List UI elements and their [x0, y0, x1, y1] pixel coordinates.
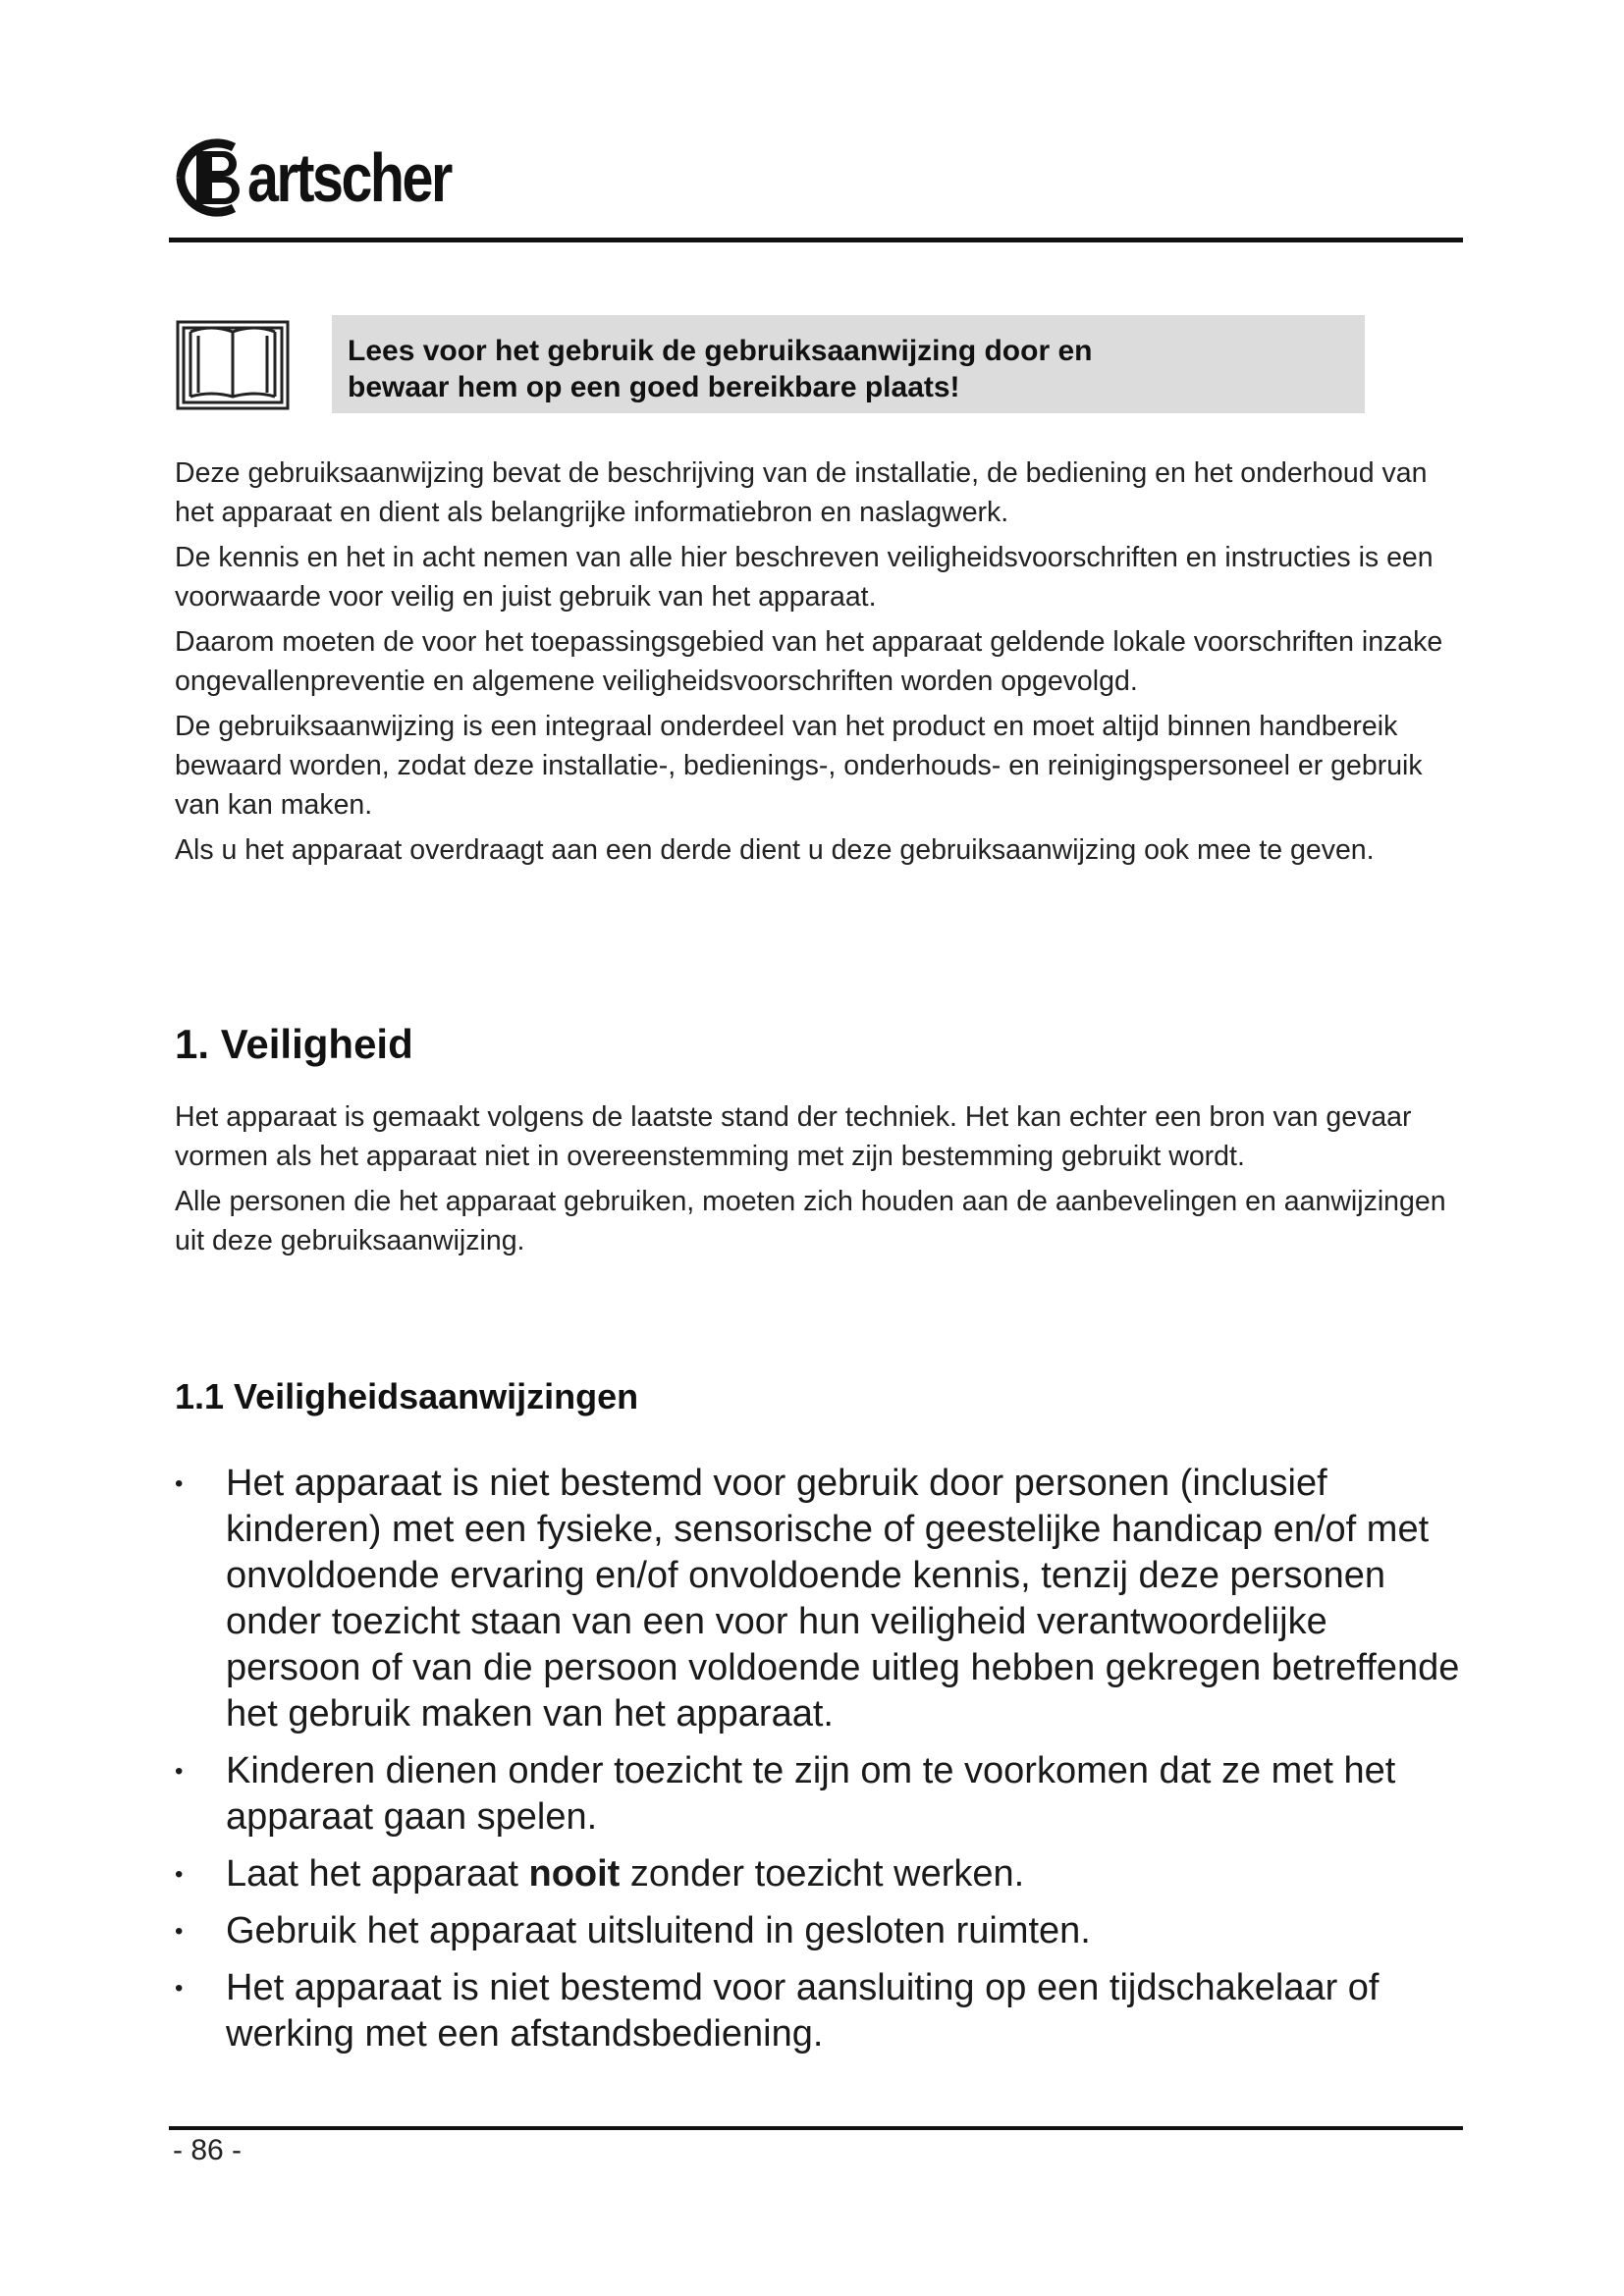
- section-1-body: [175, 1097, 1471, 1266]
- bartscher-b-logo-icon: [175, 135, 245, 220]
- bullet-item: [175, 1461, 1471, 1737]
- bullet-text: Gebruik het apparaat uitsluitend in gesloten ruimten.: [226, 1910, 1091, 1951]
- safety-bullet-list: [175, 1461, 1471, 2068]
- bullet-item: [175, 1851, 1471, 1897]
- bullet-text: Kinderen dienen onder toezicht te zijn om te voorkomen dat ze met het apparaat gaan spelen.: [226, 1750, 1396, 1838]
- logo-wordmark: artscher: [247, 139, 451, 216]
- intro-paragraph: Deze gebruiksaanwijzing bevat de beschrijving van de installatie, de bediening en het onderhoud van het apparaat en dient als belangrijke informatiebron en naslagwerk.: [175, 457, 1428, 528]
- section-heading: 1. Veiligheid: [175, 1021, 413, 1067]
- bullet-symbol: •: [175, 1918, 184, 1945]
- open-book-icon: [175, 314, 291, 412]
- notice-line-1: Lees voor het gebruik de gebruiksaanwijzing door en: [348, 335, 1093, 367]
- section-paragraph: Het apparaat is gemaakt volgens de laatste stand der techniek. Het kan echter een bron van gevaar vormen als het apparaat niet in overeenstemming met zijn bestemming gebruikt wordt.: [175, 1101, 1412, 1172]
- intro-paragraph: Als u het apparaat overdraagt aan een derde dient u deze gebruiksaanwijzing ook mee te geven.: [175, 834, 1375, 866]
- intro-paragraph: De gebruiksaanwijzing is een integraal onderdeel van het product en moet altijd binnen handbereik bewaard worden, zodat deze installatie-, bedienings-, onderhouds- en reinigingspersoneel er gebruik van kan maken.: [175, 711, 1423, 821]
- intro-paragraph: De kennis en het in acht nemen van alle hier beschreven veiligheidsvoorschriften en instructies is een voorwaarde voor veilig en juist gebruik van het apparaat.: [175, 542, 1434, 613]
- bullet-item: [175, 1748, 1471, 1841]
- intro-paragraph: Daarom moeten de voor het toepassingsgebied van het apparaat geldende lokale voorschriften inzake ongevallenpreventie en algemene veiligheidsvoorschriften worden opgevolgd.: [175, 626, 1443, 697]
- bullet-symbol: •: [175, 1861, 184, 1888]
- intro-section: [175, 454, 1471, 876]
- section-paragraph: Alle personen die het apparaat gebruiken, moeten zich houden aan de aanbevelingen en aanwijzingen uit deze gebruiksaanwijzing.: [175, 1186, 1446, 1256]
- bullet-text-before: Laat het apparaat: [226, 1853, 529, 1895]
- bullet-text-after: zonder toezicht werken.: [620, 1853, 1025, 1895]
- notice-box: [332, 315, 1365, 413]
- page-number: - 86 -: [173, 2134, 243, 2166]
- bullet-symbol: •: [175, 1975, 184, 2002]
- bullet-item: [175, 1908, 1471, 1954]
- bullet-text: Het apparaat is niet bestemd voor aansluiting op een tijdschakelaar of werking met een afstandsbediening.: [226, 1967, 1380, 2055]
- footer-divider: [169, 2126, 1463, 2130]
- header-divider: [169, 238, 1463, 242]
- bullet-text-emphasis: nooit: [528, 1853, 621, 1895]
- subsection-heading: 1.1 Veiligheidsaanwijzingen: [175, 1376, 639, 1416]
- bullet-symbol: •: [175, 1470, 184, 1497]
- bullet-text: Het apparaat is niet bestemd voor gebruik door personen (inclusief kinderen) met een fysieke, sensorische of geestelijke handicap en/of met onvoldoende ervaring en/of onvoldoende kennis, tenzij deze personen onder toezicht staan van een voor hun veiligheid verantwoordelijke persoon of van die persoon voldoende uitleg hebben gekregen betreffende het gebruik maken van het apparaat.: [226, 1463, 1460, 1735]
- notice-line-2: bewaar hem op een goed bereikbare plaats!: [348, 371, 960, 403]
- bartscher-logo: [175, 135, 495, 220]
- bullet-symbol: •: [175, 1758, 184, 1785]
- bullet-item: [175, 1965, 1471, 2057]
